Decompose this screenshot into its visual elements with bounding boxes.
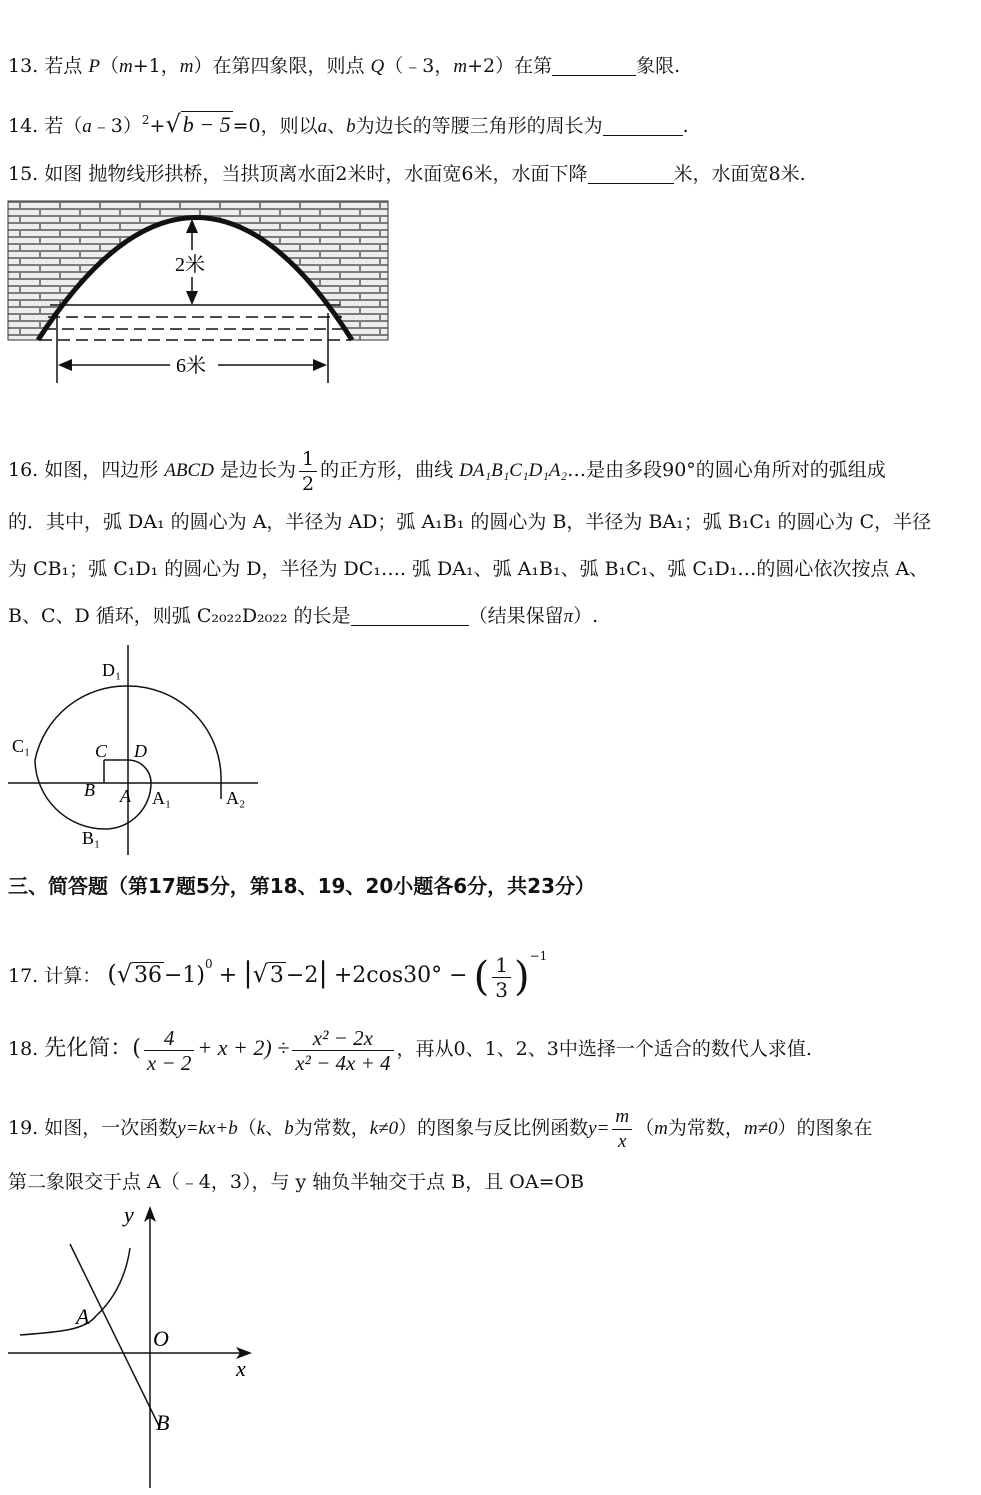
- label-C: C: [95, 741, 108, 761]
- q16-number: 16.: [8, 459, 39, 481]
- label-D: D: [134, 741, 147, 761]
- radicand: b − 5: [182, 112, 231, 137]
- hyperbola-curve: [20, 1248, 130, 1335]
- q17-number: 17.: [8, 965, 39, 987]
- function-graph-figure: [0, 1198, 270, 1495]
- question-15: 15. 如图 抛物线形拱桥，当拱顶离水面2米时，水面宽6米，水面下降 米，水面宽8米.: [8, 163, 806, 185]
- label-B1: B₁: [82, 828, 101, 848]
- answer-blank: [588, 163, 674, 184]
- question-18: 18. 先化简：( $\frac{4}{x - 2}$ + x + 2) ÷ $\frac{\text{x² − 2x}}{\text{x² − 4x + 4}}$ ，再从0、1、2、3中选择一个适合的数代人求值.: [8, 1025, 812, 1075]
- label-A1: A₁: [152, 788, 172, 808]
- fraction-4-over-x-minus-2: $\frac{4}{x - 2}$: [144, 1026, 195, 1075]
- fraction-polynomial: $\frac{\text{x² − 2x}}{\text{x² − 4x + 4}}$: [292, 1026, 393, 1075]
- paren-close: ): [513, 954, 530, 1000]
- question-16-line4: B、C、D 循环，则弧 C₂₀₂₂D₂₀₂₂ 的长是 （结果保留π）.: [8, 605, 599, 627]
- abs-bar-left: |: [243, 956, 253, 989]
- q14-number: 14.: [8, 115, 39, 137]
- arch-bridge-figure: [0, 195, 400, 390]
- q19-number: 19.: [8, 1117, 39, 1139]
- label-A: A: [76, 1304, 90, 1329]
- label-D1: D₁: [102, 660, 122, 680]
- q15-number: 15.: [8, 163, 39, 185]
- abs-bar-right: |: [318, 956, 328, 989]
- answer-blank: [603, 115, 683, 136]
- fraction-third: $\frac{1}{3}$: [492, 953, 511, 1002]
- label-O: O: [153, 1326, 169, 1351]
- sqrt-sign: √: [165, 110, 181, 138]
- q13-number: 13.: [8, 55, 39, 77]
- question-16-line3: 为 CB₁；弧 C₁D₁ 的圆心为 D，半径为 DC₁…. 弧 DA₁、弧 A₁B₁、弧 B₁C₁、弧 C₁D₁…的圆心依次按点 A、: [8, 558, 929, 580]
- fraction-half: $\frac{1}{2}$: [299, 447, 317, 496]
- question-19-line1: 19. 如图，一次函数y=kx+b（k、b为常数，k≠0）的图象与反比例函数y= $\frac{m}{x}$ （m为常数，m≠0）的图象在: [8, 1105, 873, 1152]
- spiral-arcs-figure: [0, 640, 270, 860]
- sqrt-sign: √: [116, 960, 132, 988]
- height-label: 2米: [175, 254, 205, 276]
- question-19-line2: 第二象限交于点 A（﹣4，3），与 y 轴负半轴交于点 B，且 OA=OB: [8, 1171, 585, 1193]
- label-A2: A₂: [226, 788, 246, 808]
- sqrt-sign: √: [252, 960, 268, 988]
- paren-open: (: [473, 954, 490, 1000]
- label-A: A: [120, 786, 131, 806]
- question-16-line2: 的．其中，弧 DA₁ 的圆心为 A，半径为 AD；弧 A₁B₁ 的圆心为 B，半径为 BA₁；弧 B₁C₁ 的圆心为 C，半径: [8, 511, 932, 533]
- question-17: 17. 计算： $(√36-1)^0 + |√3-2| +2\cos 30^\circ$ − ( $\frac{1}{3}$ )$^{-1}$: [8, 949, 548, 1002]
- label-x: x: [236, 1356, 246, 1381]
- answer-blank: [552, 55, 636, 76]
- answer-blank: [351, 605, 469, 626]
- label-B: B: [84, 780, 95, 800]
- width-label: 6米: [176, 355, 206, 377]
- label-B: B: [156, 1410, 170, 1435]
- question-13: 13. 若点 P（m+1，m）在第四象限，则点 Q（﹣3，m+2）在第 象限.: [8, 55, 681, 77]
- question-16-line1: 16. 如图，四边形 ABCD 是边长为 $\frac{1}{2}$ 的正方形，曲线 DA₁B₁C₁D₁A₂…是由多段90°的圆心角所对的弧组成: [8, 447, 886, 495]
- section-3-heading: 三、简答题（第17题5分，第18、19、20小题各6分，共23分）: [8, 874, 595, 898]
- q18-number: 18.: [8, 1038, 39, 1060]
- label-y: y: [124, 1202, 134, 1227]
- linear-function-line: [70, 1244, 160, 1428]
- label-C1: C₁: [12, 736, 31, 756]
- fraction-m-over-x: $\frac{m}{x}$: [612, 1105, 632, 1154]
- question-14: 14. 若（a﹣3）$^2$+√b − 5 =0，则以a、b为边长的等腰三角形的周长为 .: [8, 110, 689, 138]
